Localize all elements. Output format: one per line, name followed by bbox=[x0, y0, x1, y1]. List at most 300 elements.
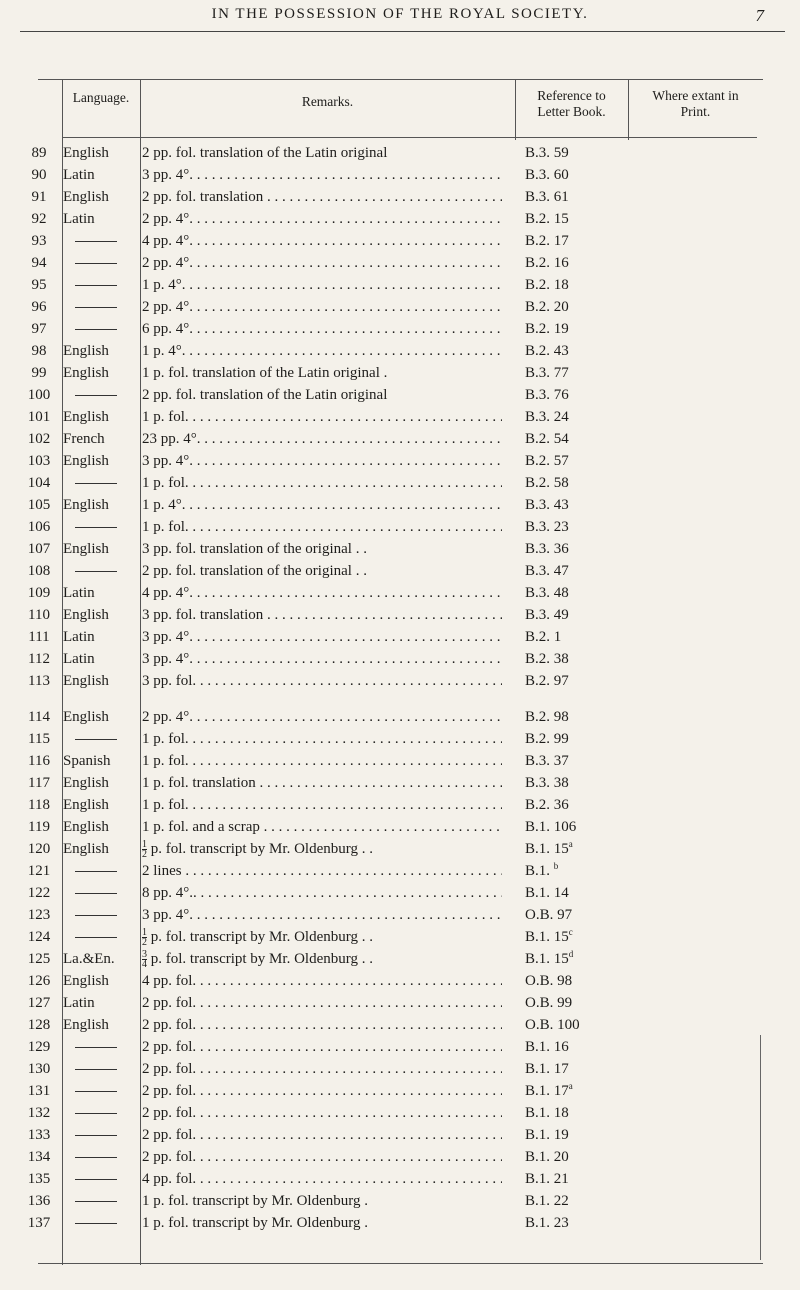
remarks-text: 1 p. fol. bbox=[142, 753, 189, 769]
row-language: English bbox=[63, 819, 109, 835]
row-reference: B.1. 106 bbox=[525, 819, 577, 835]
row-number: 129 bbox=[27, 1039, 51, 1055]
row-number: 123 bbox=[27, 907, 51, 923]
remarks-text: p. fol. transcript by Mr. Oldenburg . . bbox=[147, 929, 373, 945]
remarks-text: 1 p. 4°. bbox=[142, 497, 186, 513]
table-row bbox=[0, 904, 800, 926]
row-number: 120 bbox=[27, 841, 51, 857]
row-language: Latin bbox=[63, 585, 95, 601]
row-language: English bbox=[63, 709, 109, 725]
row-remarks bbox=[142, 904, 502, 926]
row-number: 124 bbox=[27, 929, 51, 945]
row-reference: O.B. 100 bbox=[525, 1017, 580, 1033]
row-language: English bbox=[63, 841, 109, 857]
row-reference: B.3. 77 bbox=[525, 365, 569, 381]
remarks-text: 3 pp. fol. translation bbox=[142, 607, 264, 623]
row-language: English bbox=[63, 497, 109, 513]
row-reference: O.B. 98 bbox=[525, 973, 573, 989]
ditto-mark bbox=[75, 483, 117, 484]
row-remarks bbox=[142, 1124, 502, 1146]
row-language: English bbox=[63, 343, 109, 359]
row-number: 128 bbox=[27, 1017, 51, 1033]
reference-superscript: a bbox=[568, 839, 573, 849]
row-reference: B.1. 15$^d$ bbox=[525, 949, 574, 967]
row-number: 98 bbox=[31, 343, 47, 359]
ditto-mark bbox=[75, 1179, 117, 1180]
row-remarks bbox=[142, 318, 502, 340]
row-remarks bbox=[142, 1014, 502, 1036]
remarks-text: 1 p. fol. bbox=[142, 475, 189, 491]
row-language: English bbox=[63, 673, 109, 689]
row-language: Latin bbox=[63, 995, 95, 1011]
row-remarks bbox=[142, 706, 502, 728]
remarks-text: 1 p. 4°. bbox=[142, 277, 186, 293]
table-row bbox=[0, 296, 800, 318]
row-reference: B.2. 38 bbox=[525, 651, 569, 667]
row-remarks bbox=[142, 560, 502, 582]
row-number: 97 bbox=[31, 321, 47, 337]
row-number: 121 bbox=[27, 863, 51, 879]
remarks-text: 1 p. fol. transcript by Mr. Oldenburg . bbox=[142, 1215, 368, 1231]
remarks-text: p. fol. transcript by Mr. Oldenburg . . bbox=[147, 841, 373, 857]
row-number: 113 bbox=[28, 673, 50, 689]
ditto-mark bbox=[75, 1223, 117, 1224]
row-reference: B.2. 19 bbox=[525, 321, 569, 337]
row-reference: B.1. 15$^a$ bbox=[525, 839, 573, 857]
remarks-text: 2 pp. fol. bbox=[142, 1105, 197, 1121]
row-reference: B.2. 98 bbox=[525, 709, 569, 725]
table-row bbox=[0, 670, 800, 692]
table-row bbox=[0, 406, 800, 428]
table-row bbox=[0, 164, 800, 186]
row-language: English bbox=[63, 409, 109, 425]
row-language: English bbox=[63, 453, 109, 469]
row-number: 134 bbox=[27, 1149, 51, 1165]
row-number: 130 bbox=[27, 1061, 51, 1077]
row-reference: B.3. 49 bbox=[525, 607, 569, 623]
row-reference: B.3. 48 bbox=[525, 585, 569, 601]
row-number: 89 bbox=[31, 145, 47, 161]
ditto-mark bbox=[75, 1157, 117, 1158]
row-reference: B.3. 76 bbox=[525, 387, 569, 403]
remarks-text: 2 pp. fol. bbox=[142, 995, 197, 1011]
row-reference: B.2. 99 bbox=[525, 731, 569, 747]
row-number: 101 bbox=[27, 409, 51, 425]
row-language: English bbox=[63, 607, 109, 623]
table-row bbox=[0, 560, 800, 582]
table-row bbox=[0, 340, 800, 362]
remarks-text: 2 pp. fol. bbox=[142, 1149, 197, 1165]
remarks-text: 2 pp. fol. bbox=[142, 1017, 197, 1033]
reference-header-line2: Letter Book. bbox=[537, 104, 606, 119]
remarks-text: 2 pp. fol. translation bbox=[142, 189, 264, 205]
remarks-text: 2 lines bbox=[142, 863, 182, 879]
ditto-mark bbox=[75, 937, 117, 938]
table-row bbox=[0, 728, 800, 750]
table-row bbox=[0, 450, 800, 472]
row-remarks bbox=[142, 882, 502, 904]
column-header-print bbox=[628, 88, 763, 120]
remarks-text: 3 pp. 4°. bbox=[142, 453, 193, 469]
row-number: 117 bbox=[28, 775, 50, 791]
row-remarks bbox=[142, 230, 502, 252]
row-number: 132 bbox=[27, 1105, 51, 1121]
remarks-text: 23 pp. 4°. bbox=[142, 431, 201, 447]
row-remarks bbox=[142, 860, 502, 882]
ditto-mark bbox=[75, 1201, 117, 1202]
row-reference: B.2. 15 bbox=[525, 211, 569, 227]
table-row bbox=[0, 838, 800, 860]
remarks-text: 1 p. fol. bbox=[142, 519, 189, 535]
table-row bbox=[0, 816, 800, 838]
row-number: 93 bbox=[31, 233, 47, 249]
row-remarks bbox=[142, 406, 502, 428]
reference-superscript: a bbox=[568, 1081, 573, 1091]
row-reference: B.1. 14 bbox=[525, 885, 569, 901]
row-remarks bbox=[142, 252, 502, 274]
ditto-mark bbox=[75, 329, 117, 330]
row-remarks bbox=[142, 728, 502, 750]
row-number: 135 bbox=[27, 1171, 51, 1187]
table-top-rule bbox=[38, 79, 763, 80]
row-language: English bbox=[63, 189, 109, 205]
row-number: 125 bbox=[27, 951, 51, 967]
remarks-text: 1 p. fol. translation of the Latin original . bbox=[142, 365, 388, 381]
column-header-language: Language. bbox=[72, 90, 130, 105]
ditto-mark bbox=[75, 285, 117, 286]
reference-superscript: b bbox=[553, 861, 559, 871]
remarks-text: 4 pp. 4°. bbox=[142, 233, 193, 249]
row-remarks bbox=[142, 208, 502, 230]
table-row bbox=[0, 142, 800, 164]
row-remarks bbox=[142, 538, 502, 560]
row-remarks bbox=[142, 992, 502, 1014]
row-reference: B.3. 24 bbox=[525, 409, 569, 425]
ditto-mark bbox=[75, 395, 117, 396]
row-reference: B.3. 59 bbox=[525, 145, 569, 161]
row-number: 136 bbox=[27, 1193, 51, 1209]
row-number: 118 bbox=[28, 797, 50, 813]
row-number: 126 bbox=[27, 973, 51, 989]
row-reference: B.3. 23 bbox=[525, 519, 569, 535]
ditto-mark bbox=[75, 263, 117, 264]
row-remarks bbox=[142, 648, 502, 670]
row-remarks bbox=[142, 626, 502, 648]
table-row bbox=[0, 706, 800, 728]
table-row bbox=[0, 882, 800, 904]
print-header-line1: Where extant in bbox=[652, 88, 739, 103]
row-number: 131 bbox=[27, 1083, 51, 1099]
row-language: La.&En. bbox=[63, 951, 115, 967]
row-number: 127 bbox=[27, 995, 51, 1011]
row-language: English bbox=[63, 973, 109, 989]
row-remarks bbox=[142, 1080, 502, 1102]
ditto-mark bbox=[75, 1069, 117, 1070]
remarks-text: 1 p. fol. transcript by Mr. Oldenburg . bbox=[142, 1193, 368, 1209]
remarks-text: 2 pp. fol. translation of the Latin original bbox=[142, 387, 388, 403]
row-remarks bbox=[142, 948, 502, 970]
table-row bbox=[0, 1146, 800, 1168]
row-reference: B.1. $^b$ bbox=[525, 861, 559, 879]
row-reference: B.2. 54 bbox=[525, 431, 569, 447]
ditto-mark bbox=[75, 1091, 117, 1092]
remarks-text: 6 pp. 4°. bbox=[142, 321, 193, 337]
table-header bbox=[0, 88, 800, 134]
table-row bbox=[0, 1058, 800, 1080]
table-row bbox=[0, 926, 800, 948]
row-reference: B.3. 36 bbox=[525, 541, 569, 557]
table-row bbox=[0, 494, 800, 516]
remarks-text: 2 pp. fol. bbox=[142, 1083, 197, 1099]
row-number: 116 bbox=[28, 753, 50, 769]
column-header-reference bbox=[515, 88, 628, 120]
table-header-rule bbox=[62, 137, 757, 138]
row-reference: B.1. 17 bbox=[525, 1061, 569, 1077]
row-language: Latin bbox=[63, 629, 95, 645]
row-remarks bbox=[142, 1146, 502, 1168]
row-remarks bbox=[142, 838, 502, 860]
table-row bbox=[0, 794, 800, 816]
row-remarks bbox=[142, 670, 502, 692]
row-remarks bbox=[142, 772, 502, 794]
row-remarks bbox=[142, 274, 502, 296]
table-row bbox=[0, 516, 800, 538]
table-row bbox=[0, 538, 800, 560]
row-reference: B.3. 60 bbox=[525, 167, 569, 183]
row-number: 106 bbox=[27, 519, 51, 535]
remarks-text: 4 pp. fol. bbox=[142, 1171, 197, 1187]
table-row bbox=[0, 362, 800, 384]
remarks-text: p. fol. transcript by Mr. Oldenburg . . bbox=[147, 951, 373, 967]
table-row bbox=[0, 970, 800, 992]
row-remarks bbox=[142, 164, 502, 186]
table-row bbox=[0, 1190, 800, 1212]
row-number: 102 bbox=[27, 431, 51, 447]
ditto-mark bbox=[75, 1113, 117, 1114]
row-reference: B.2. 17 bbox=[525, 233, 569, 249]
ditto-mark bbox=[75, 915, 117, 916]
row-reference: B.1. 23 bbox=[525, 1215, 569, 1231]
row-language: English bbox=[63, 145, 109, 161]
row-reference: B.2. 1 bbox=[525, 629, 562, 645]
row-remarks bbox=[142, 1058, 502, 1080]
row-number: 133 bbox=[27, 1127, 51, 1143]
table-row bbox=[0, 428, 800, 450]
row-language: English bbox=[63, 1017, 109, 1033]
row-reference: B.1. 15$^c$ bbox=[525, 927, 573, 945]
row-number: 95 bbox=[31, 277, 47, 293]
column-header-remarks: Remarks. bbox=[301, 94, 354, 109]
row-language: French bbox=[63, 431, 105, 447]
row-remarks bbox=[142, 296, 502, 318]
table-row bbox=[0, 626, 800, 648]
remarks-text: 1 p. fol. translation bbox=[142, 775, 256, 791]
row-number: 103 bbox=[27, 453, 51, 469]
row-reference: B.1. 22 bbox=[525, 1193, 569, 1209]
row-language: Latin bbox=[63, 651, 95, 667]
row-number: 111 bbox=[28, 629, 50, 645]
remarks-text: 4 pp. 4°. bbox=[142, 585, 193, 601]
row-reference: B.3. 37 bbox=[525, 753, 569, 769]
row-reference: B.1. 17$^a$ bbox=[525, 1081, 573, 1099]
ditto-mark bbox=[75, 893, 117, 894]
row-language: English bbox=[63, 797, 109, 813]
ditto-mark bbox=[75, 739, 117, 740]
row-number: 109 bbox=[27, 585, 51, 601]
row-reference: B.1. 21 bbox=[525, 1171, 569, 1187]
page-number: 7 bbox=[755, 6, 764, 25]
remarks-text: 2 pp. 4°. bbox=[142, 211, 193, 227]
row-number: 115 bbox=[28, 731, 50, 747]
row-reference: B.2. 16 bbox=[525, 255, 569, 271]
row-remarks bbox=[142, 926, 502, 948]
row-language: English bbox=[63, 541, 109, 557]
row-number: 94 bbox=[31, 255, 47, 271]
table-row bbox=[0, 648, 800, 670]
row-remarks bbox=[142, 816, 502, 838]
row-reference: B.3. 47 bbox=[525, 563, 569, 579]
row-number: 137 bbox=[27, 1215, 51, 1231]
row-reference: B.2. 36 bbox=[525, 797, 569, 813]
table-row bbox=[0, 1212, 800, 1234]
ditto-mark bbox=[75, 241, 117, 242]
row-remarks bbox=[142, 1036, 502, 1058]
ditto-mark bbox=[75, 571, 117, 572]
row-number: 107 bbox=[27, 541, 51, 557]
table-row bbox=[0, 472, 800, 494]
row-number: 108 bbox=[27, 563, 51, 579]
row-number: 90 bbox=[31, 167, 47, 183]
row-reference: B.3. 61 bbox=[525, 189, 569, 205]
row-reference: B.1. 18 bbox=[525, 1105, 569, 1121]
row-reference: B.2. 57 bbox=[525, 453, 569, 469]
reference-superscript: c bbox=[568, 927, 573, 937]
remarks-text: 2 pp. 4°. bbox=[142, 709, 193, 725]
header-rule bbox=[20, 31, 785, 32]
row-number: 112 bbox=[28, 651, 50, 667]
row-remarks bbox=[142, 516, 502, 538]
row-language: English bbox=[63, 775, 109, 791]
remarks-text: 1 p. fol. bbox=[142, 409, 189, 425]
reference-header-line1: Reference to bbox=[537, 88, 606, 103]
table-row bbox=[0, 318, 800, 340]
remarks-text: 2 pp. fol. translation of the Latin original bbox=[142, 145, 388, 161]
table-row bbox=[0, 1124, 800, 1146]
row-reference: B.1. 16 bbox=[525, 1039, 569, 1055]
table-row bbox=[0, 230, 800, 252]
remarks-text: 2 pp. 4°. bbox=[142, 299, 193, 315]
row-reference: B.3. 43 bbox=[525, 497, 569, 513]
row-number: 119 bbox=[28, 819, 50, 835]
row-remarks bbox=[142, 428, 502, 450]
row-remarks bbox=[142, 1212, 502, 1234]
remarks-text: 3 pp. 4°. bbox=[142, 629, 193, 645]
ditto-mark bbox=[75, 1135, 117, 1136]
row-remarks bbox=[142, 1102, 502, 1124]
row-reference: B.2. 97 bbox=[525, 673, 569, 689]
row-number: 96 bbox=[31, 299, 47, 315]
table-row bbox=[0, 948, 800, 970]
row-remarks bbox=[142, 362, 502, 384]
table-row bbox=[0, 252, 800, 274]
row-reference: B.2. 58 bbox=[525, 475, 569, 491]
fraction: $\frac{1}{2}$ bbox=[142, 839, 147, 860]
remarks-text: 1 p. fol. bbox=[142, 731, 189, 747]
row-remarks bbox=[142, 604, 502, 626]
table-row bbox=[0, 860, 800, 882]
remarks-text: 2 pp. 4°. bbox=[142, 255, 193, 271]
table-row bbox=[0, 1102, 800, 1124]
reference-superscript: d bbox=[568, 949, 574, 959]
row-number: 91 bbox=[31, 189, 47, 205]
row-remarks bbox=[142, 1190, 502, 1212]
table-row bbox=[0, 582, 800, 604]
table-row bbox=[0, 1080, 800, 1102]
row-reference: B.1. 19 bbox=[525, 1127, 569, 1143]
table-bottom-rule bbox=[38, 1263, 763, 1264]
row-remarks bbox=[142, 472, 502, 494]
row-language: Latin bbox=[63, 211, 95, 227]
remarks-text: 3 pp. fol. translation of the original . . bbox=[142, 541, 367, 557]
ditto-mark bbox=[75, 1047, 117, 1048]
ditto-mark bbox=[75, 527, 117, 528]
row-remarks bbox=[142, 582, 502, 604]
remarks-text: 8 pp. 4°.. bbox=[142, 885, 197, 901]
fraction: $\frac{3}{4}$ bbox=[142, 949, 147, 970]
table-row bbox=[0, 384, 800, 406]
row-reference: O.B. 97 bbox=[525, 907, 573, 923]
row-reference: B.2. 18 bbox=[525, 277, 569, 293]
row-remarks bbox=[142, 970, 502, 992]
row-number: 110 bbox=[28, 607, 50, 623]
running-head: IN THE POSSESSION OF THE ROYAL SOCIETY. bbox=[211, 6, 589, 22]
ditto-mark bbox=[75, 307, 117, 308]
remarks-text: 3 pp. 4°. bbox=[142, 907, 193, 923]
remarks-text: 3 pp. fol. bbox=[142, 673, 197, 689]
remarks-text: 4 pp. fol. bbox=[142, 973, 197, 989]
remarks-text: 2 pp. fol. bbox=[142, 1039, 197, 1055]
row-reference: O.B. 99 bbox=[525, 995, 573, 1011]
table-row bbox=[0, 1036, 800, 1058]
row-reference: B.2. 20 bbox=[525, 299, 569, 315]
row-remarks bbox=[142, 384, 502, 406]
row-reference: B.2. 43 bbox=[525, 343, 569, 359]
remarks-text: 3 pp. 4°. bbox=[142, 167, 193, 183]
row-remarks bbox=[142, 494, 502, 516]
row-remarks bbox=[142, 340, 502, 362]
remarks-text: 2 pp. fol. translation of the original . . bbox=[142, 563, 367, 579]
row-number: 99 bbox=[31, 365, 47, 381]
row-remarks bbox=[142, 450, 502, 472]
remarks-text: 1 p. fol. bbox=[142, 797, 189, 813]
row-remarks bbox=[142, 1168, 502, 1190]
row-language: Spanish bbox=[63, 753, 111, 769]
table-row bbox=[0, 1014, 800, 1036]
ditto-mark bbox=[75, 871, 117, 872]
row-number: 105 bbox=[27, 497, 51, 513]
row-reference: B.1. 20 bbox=[525, 1149, 569, 1165]
row-language: English bbox=[63, 365, 109, 381]
print-header-line2: Print. bbox=[680, 104, 711, 119]
row-remarks bbox=[142, 750, 502, 772]
table-row bbox=[0, 604, 800, 626]
row-reference: B.3. 38 bbox=[525, 775, 569, 791]
row-language: Latin bbox=[63, 167, 95, 183]
row-number: 114 bbox=[28, 709, 50, 725]
fraction: $\frac{1}{2}$ bbox=[142, 927, 147, 948]
row-remarks bbox=[142, 142, 502, 164]
table-row bbox=[0, 750, 800, 772]
